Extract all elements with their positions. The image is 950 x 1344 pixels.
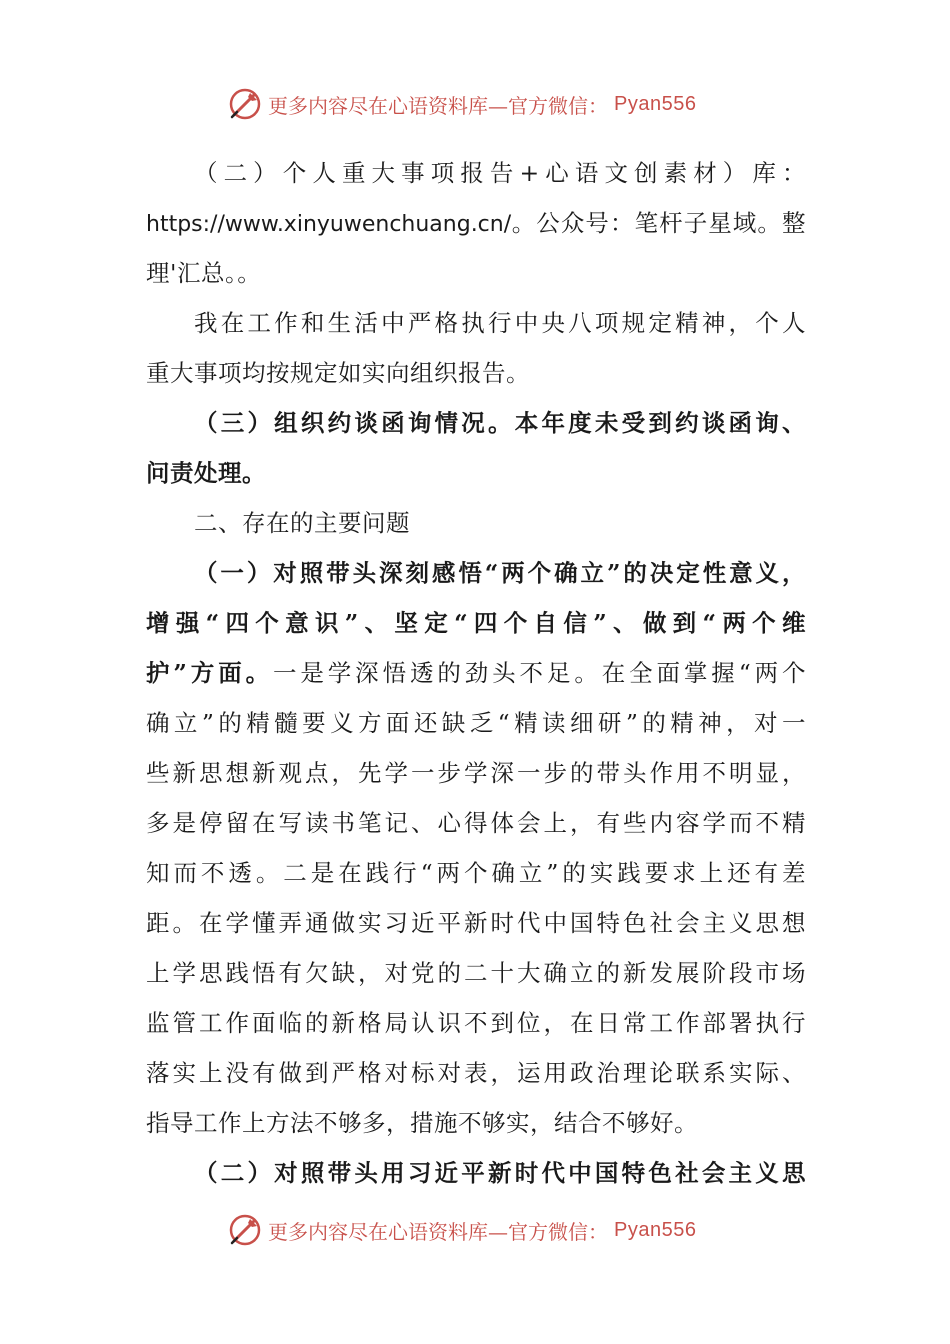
section-heading: 二、存在的主要问题 <box>194 509 410 537</box>
paragraph-line <box>146 648 806 698</box>
paragraph-line: 指导工作上方法不够多，措施不够实，结合不够好。 <box>146 1109 698 1137</box>
paragraph-line: 重大事项均按规定如实向组织报告。 <box>146 359 530 387</box>
paragraph-line: 距。在学懂弄通做实习近平新时代中国特色社会主义思想 <box>146 909 806 937</box>
pen-logo-icon <box>228 87 262 121</box>
paragraph-line: 知而不透。二是在践行“两个确立”的实践要求上还有差 <box>146 859 806 887</box>
watermark-header <box>228 86 696 122</box>
watermark-wechat-id: Pyan556 <box>614 1218 697 1241</box>
paragraph-line: 上学思践悟有欠缺，对党的二十大确立的新发展阶段市场 <box>146 959 806 987</box>
paragraph-line: 多是停留在写读书笔记、心得体会上，有些内容学而不精 <box>146 809 806 837</box>
paragraph-line: 监管工作面临的新格局认识不到位，在日常工作部署执行 <box>146 1009 806 1037</box>
url-link[interactable]: https://www.xinyuwenchuang.cn/ <box>146 212 512 237</box>
section-heading-line: 增强“四个意识”、坚定“四个自信”、做到“两个维 <box>146 609 806 637</box>
document-body <box>146 148 806 1198</box>
section-heading-line: 问责处理。 <box>146 459 266 487</box>
paragraph-line <box>146 198 806 248</box>
watermark-footer <box>228 1212 696 1248</box>
section-heading-tail: 护”方面。 <box>146 659 273 687</box>
paragraph-line: 落实上没有做到严格对标对表，运用政治理论联系实际、 <box>146 1059 806 1087</box>
watermark-wechat-id: Pyan556 <box>614 92 697 115</box>
section-heading-line: （二）对照带头用习近平新时代中国特色社会主义思 <box>194 1159 806 1187</box>
section-heading-line: （一）对照带头深刻感悟“两个确立”的决定性意义， <box>194 559 806 587</box>
paragraph-line: 我在工作和生活中严格执行中央八项规定精神，个人 <box>194 309 806 337</box>
watermark-text: 更多内容尽在心语资料库—官方微信： <box>268 93 608 118</box>
paragraph-text: 一是学深悟透的劲头不足。在全面掌握“两个 <box>273 659 806 687</box>
paragraph-line: 理'汇总。。 <box>146 259 262 287</box>
paragraph-line: （二）个人重大事项报告+心语文创素材）库： <box>194 159 806 187</box>
section-heading-line: （三）组织约谈函询情况。本年度未受到约谈函询、 <box>194 409 806 437</box>
paragraph-line: 确立”的精髓要义方面还缺乏“精读细研”的精神，对一 <box>146 709 806 737</box>
watermark-text: 更多内容尽在心语资料库—官方微信： <box>268 1219 608 1244</box>
paragraph-text: 。公众号：笔杆子星域。整 <box>511 209 806 237</box>
pen-logo-icon <box>228 1213 262 1247</box>
paragraph-line: 些新思想新观点，先学一步学深一步的带头作用不明显， <box>146 759 806 787</box>
